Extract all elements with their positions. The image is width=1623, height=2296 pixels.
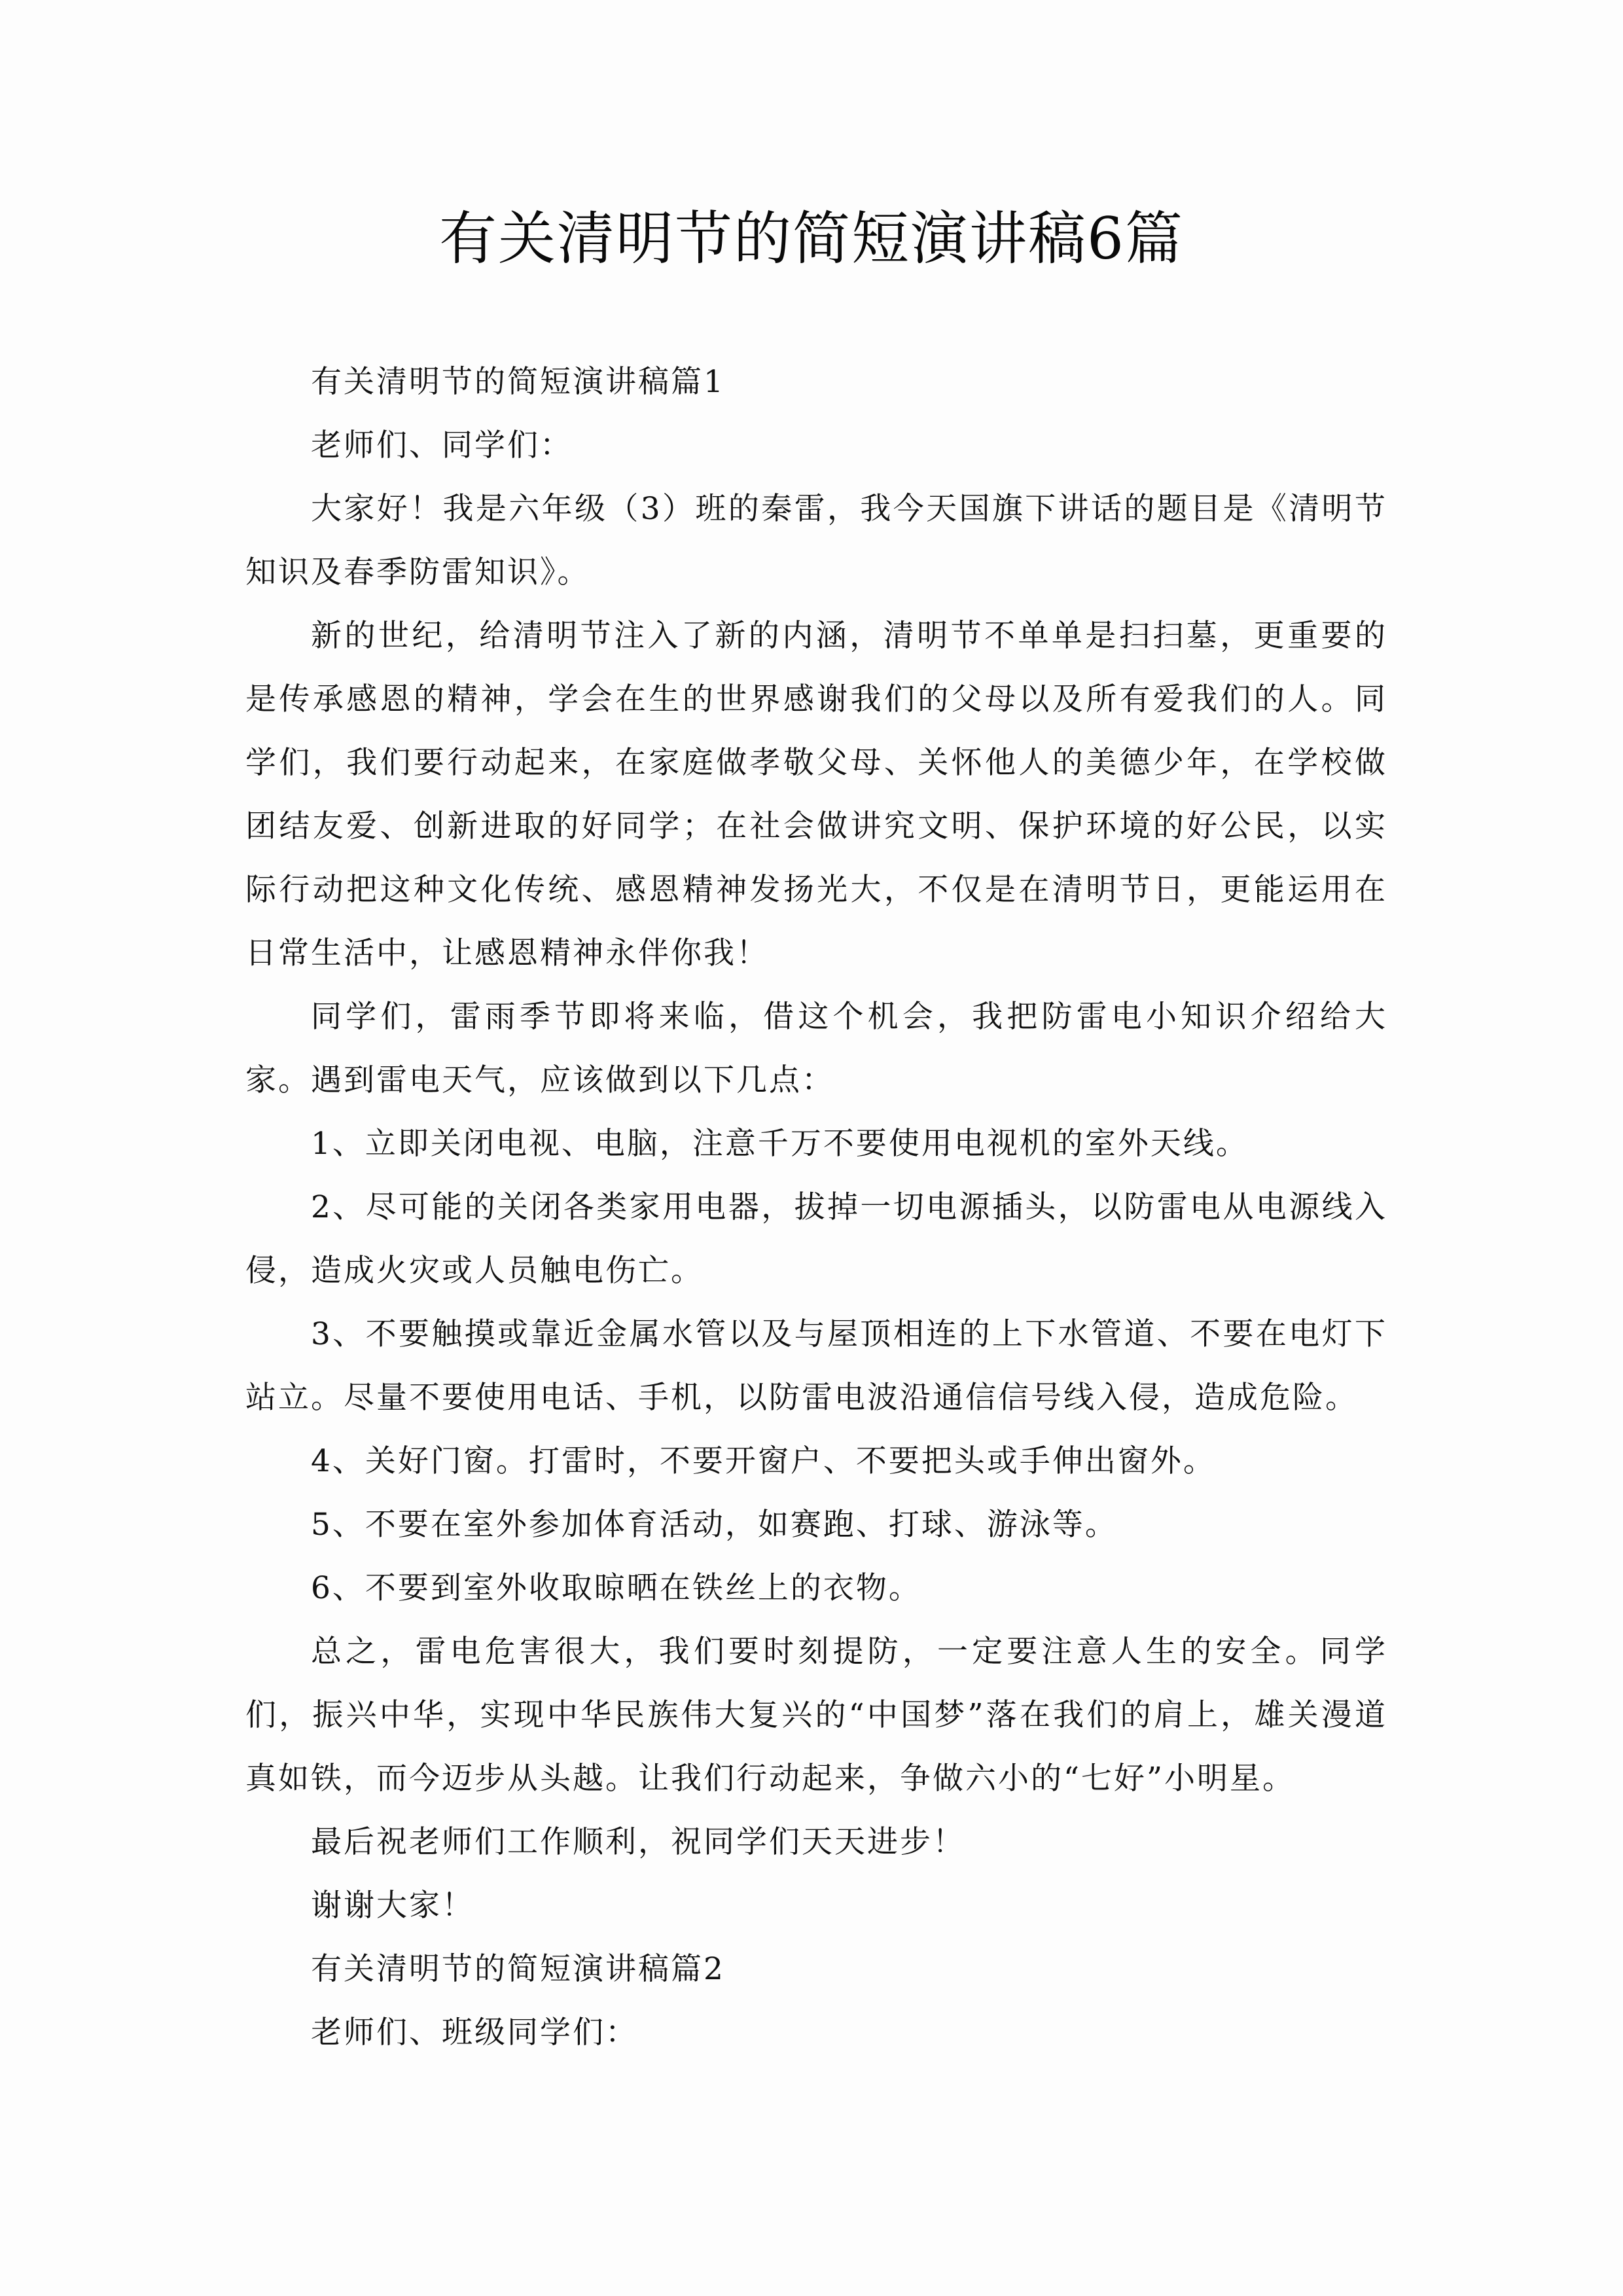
paragraph-wishes: 最后祝老师们工作顺利，祝同学们天天进步！ xyxy=(311,1824,965,1860)
section-heading-1: 有关清明节的简短演讲稿篇1 xyxy=(311,364,725,400)
paragraph-new-century: 新的世纪，给清明节注入了新的内涵，清明节不单单是扫扫墓，更重要的是传承感恩的精神，学会在生的世界感谢我们的父母以及所有爱我们的人。同学们，我们要行动起来，在家庭做孝敬父母、关怀他人的美德少年，在学校做团结友爱、创新进取的好同学；在社会做讲究文明、保护环境的好公民，以实际行动把这种文化传统、感恩精神发扬光大，不仅是在清明节日，更能运用在日常生活中，让感恩精神永伴你我！ xyxy=(245,618,1387,971)
paragraph-greeting: 大家好！我是六年级（3）班的秦雷，我今天国旗下讲话的题目是《清明节知识及春季防雷知识》。 xyxy=(245,491,1387,590)
list-item-6: 6、不要到室外收取晾晒在铁丝上的衣物。 xyxy=(311,1570,921,1606)
document-title: 有关清明节的简短演讲稿6篇 xyxy=(439,205,1184,272)
list-item-1: 1、立即关闭电视、电脑，注意千万不要使用电视机的室外天线。 xyxy=(311,1126,1249,1162)
document-body xyxy=(245,350,1387,2064)
list-item-4: 4、关好门窗。打雷时，不要开窗户、不要把头或手伸出窗外。 xyxy=(311,1443,1216,1479)
list-item-5: 5、不要在室外参加体育活动，如赛跑、打球、游泳等。 xyxy=(311,1507,1118,1543)
section-heading-2: 有关清明节的简短演讲稿篇2 xyxy=(311,1951,725,1987)
salutation: 老师们、同学们： xyxy=(311,427,573,463)
list-item-3: 3、不要触摸或靠近金属水管以及与屋顶相连的上下水管道、不要在电灯下站立。尽量不要使用电话、手机，以防雷电波沿通信信号线入侵，造成危险。 xyxy=(245,1316,1387,1416)
paragraph-thunder-season: 同学们，雷雨季节即将来临，借这个机会，我把防雷电小知识介绍给大家。遇到雷电天气，应该做到以下几点： xyxy=(245,999,1387,1098)
paragraph-conclusion: 总之，雷电危害很大，我们要时刻提防，一定要注意人生的安全。同学们，振兴中华，实现中华民族伟大复兴的“中国梦”落在我们的肩上，雄关漫道真如铁，而今迈步从头越。让我们行动起来，争做六小的“七好”小明星。 xyxy=(245,1634,1387,1797)
salutation-2: 老师们、班级同学们： xyxy=(311,2015,638,2051)
paragraph-thanks: 谢谢大家！ xyxy=(311,1888,474,1924)
list-item-2: 2、尽可能的关闭各类家用电器，拔掉一切电源插头，以防雷电从电源线入侵，造成火灾或人员触电伤亡。 xyxy=(245,1189,1387,1289)
